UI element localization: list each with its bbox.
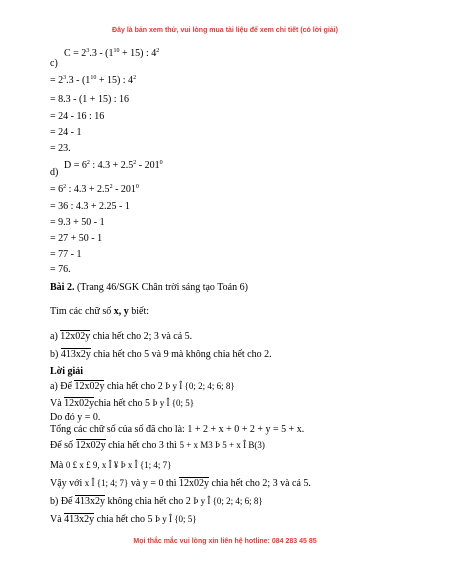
solution-math: 0 £ x £ 9, x Î ¥ Þ x Î {1; 4; 7}	[65, 460, 172, 470]
solution-line-2: Và 12x02ychia hết cho 5 Þ y Î {0; 5}	[50, 398, 195, 409]
question-a-label: a)	[50, 331, 58, 342]
preview-banner: Đây là bản xem thử, vui lòng mua tài liệu để xem chi tiết (có lời giải)	[112, 27, 338, 34]
prompt-end: biết:	[128, 306, 150, 317]
exercise-source: (Trang 46/SGK Chân trời sáng tạo Toán 6)	[74, 282, 248, 293]
exercise-prompt	[50, 306, 149, 318]
solution-number: 12x02y	[75, 440, 106, 451]
solution-math: x Î {1; 4; 7}	[84, 478, 129, 488]
question-b-label: b)	[50, 349, 59, 360]
part-d-step-3: = 9.3 + 50 - 1	[50, 217, 105, 228]
part-c-step-2: = 8.3 - (1 + 15) : 16	[50, 94, 130, 105]
exercise-number: Bài 2.	[50, 282, 75, 293]
part-c-step-1: = $2^3.3 - (1^{10} + 15)$ : $4^2$	[50, 75, 137, 86]
part-d-step-4: = 27 + 50 - 1	[50, 233, 103, 244]
part-c-step-4: = 24 - 1	[50, 127, 82, 138]
part-c-step-5: = 23.	[50, 143, 71, 154]
hotline-banner: Mọi thắc mắc vui lòng xin liên hệ hotline: 084 283 45 85	[133, 538, 317, 545]
part-d-step-6: = 76.	[50, 264, 71, 275]
solution-number: 12x02y	[179, 478, 210, 489]
solution-line-7: Vậy với x Î {1; 4; 7} và y = 0 thì 12x02y chia hết cho 2; 3 và cả 5.	[50, 478, 311, 489]
prompt-text: Tìm các chữ số	[50, 306, 114, 317]
question-b-number: 413x2y	[60, 349, 91, 360]
part-c-expression: $C = 2^3.3 - (1^{10} + 15)$ : $4^2$	[64, 48, 160, 59]
prompt-variables: x, y	[113, 306, 129, 317]
question-b	[50, 348, 272, 361]
solution-line-5: Để số 12x02y chia hết cho 3 thì 5 + x M3 Þ 5 + x Î B(3)	[50, 440, 265, 451]
solution-number: 413x2y	[75, 496, 105, 507]
solution-math: Þ y Î {0; 2; 4; 6; 8}	[193, 496, 263, 506]
exercise-title	[50, 282, 248, 294]
solution-line-6: Mà 0 £ x £ 9, x Î ¥ Þ x Î {1; 4; 7}	[50, 460, 172, 471]
solution-heading: Lời giải	[50, 366, 84, 377]
question-a-text: chia hết cho 2; 3 và cả 5.	[90, 331, 193, 342]
solution-line-1: a) Để 12x02y chia hết cho 2 Þ y Î {0; 2; 4; 6; 8}	[50, 381, 235, 392]
solution-line-3: Do đó y = 0.	[50, 412, 101, 423]
solution-number: 12x02y	[74, 381, 105, 392]
solution-number: 12x02y	[64, 398, 95, 409]
solution-number: 413x2y	[64, 514, 95, 525]
part-c-label: c)	[50, 58, 58, 69]
solution-math: 5 + x M3 Þ 5 + x Î B(3)	[179, 440, 265, 450]
question-a-number: 12x02y	[60, 331, 91, 342]
part-d-step-1: = $6^2$ : $4.3 + 2.5^2 - 201^0$	[50, 184, 139, 195]
solution-math: Þ y Î {0; 2; 4; 6; 8}	[165, 381, 235, 391]
solution-line-4: Tổng các chữ số của số đã cho là: 1 + 2 + x + 0 + 2 + y = 5 + x.	[50, 424, 305, 435]
solution-math: Þ y Î {0; 5}	[152, 398, 195, 408]
question-a	[50, 330, 192, 343]
question-b-text: chia hết cho 5 và 9 mà không chia hết cho 2.	[90, 349, 272, 360]
part-d-expression: $D = 6^2$ : $4.3 + 2.5^2 - 201^0$	[64, 160, 163, 171]
part-d-step-2: = 36 : 4.3 + 2.25 - 1	[50, 201, 130, 212]
part-c-step-3: = 24 - 16 : 16	[50, 111, 105, 122]
part-d-label: d)	[50, 167, 59, 178]
solution-line-9: Và 413x2y chia hết cho 5 Þ y Î {0; 5}	[50, 514, 197, 525]
part-d-step-5: = 77 - 1	[50, 249, 82, 260]
solution-line-8: b) Để 413x2y không chia hết cho 2 Þ y Î {0; 2; 4; 6; 8}	[50, 496, 263, 507]
solution-math: Þ y Î {0; 5}	[154, 514, 197, 524]
